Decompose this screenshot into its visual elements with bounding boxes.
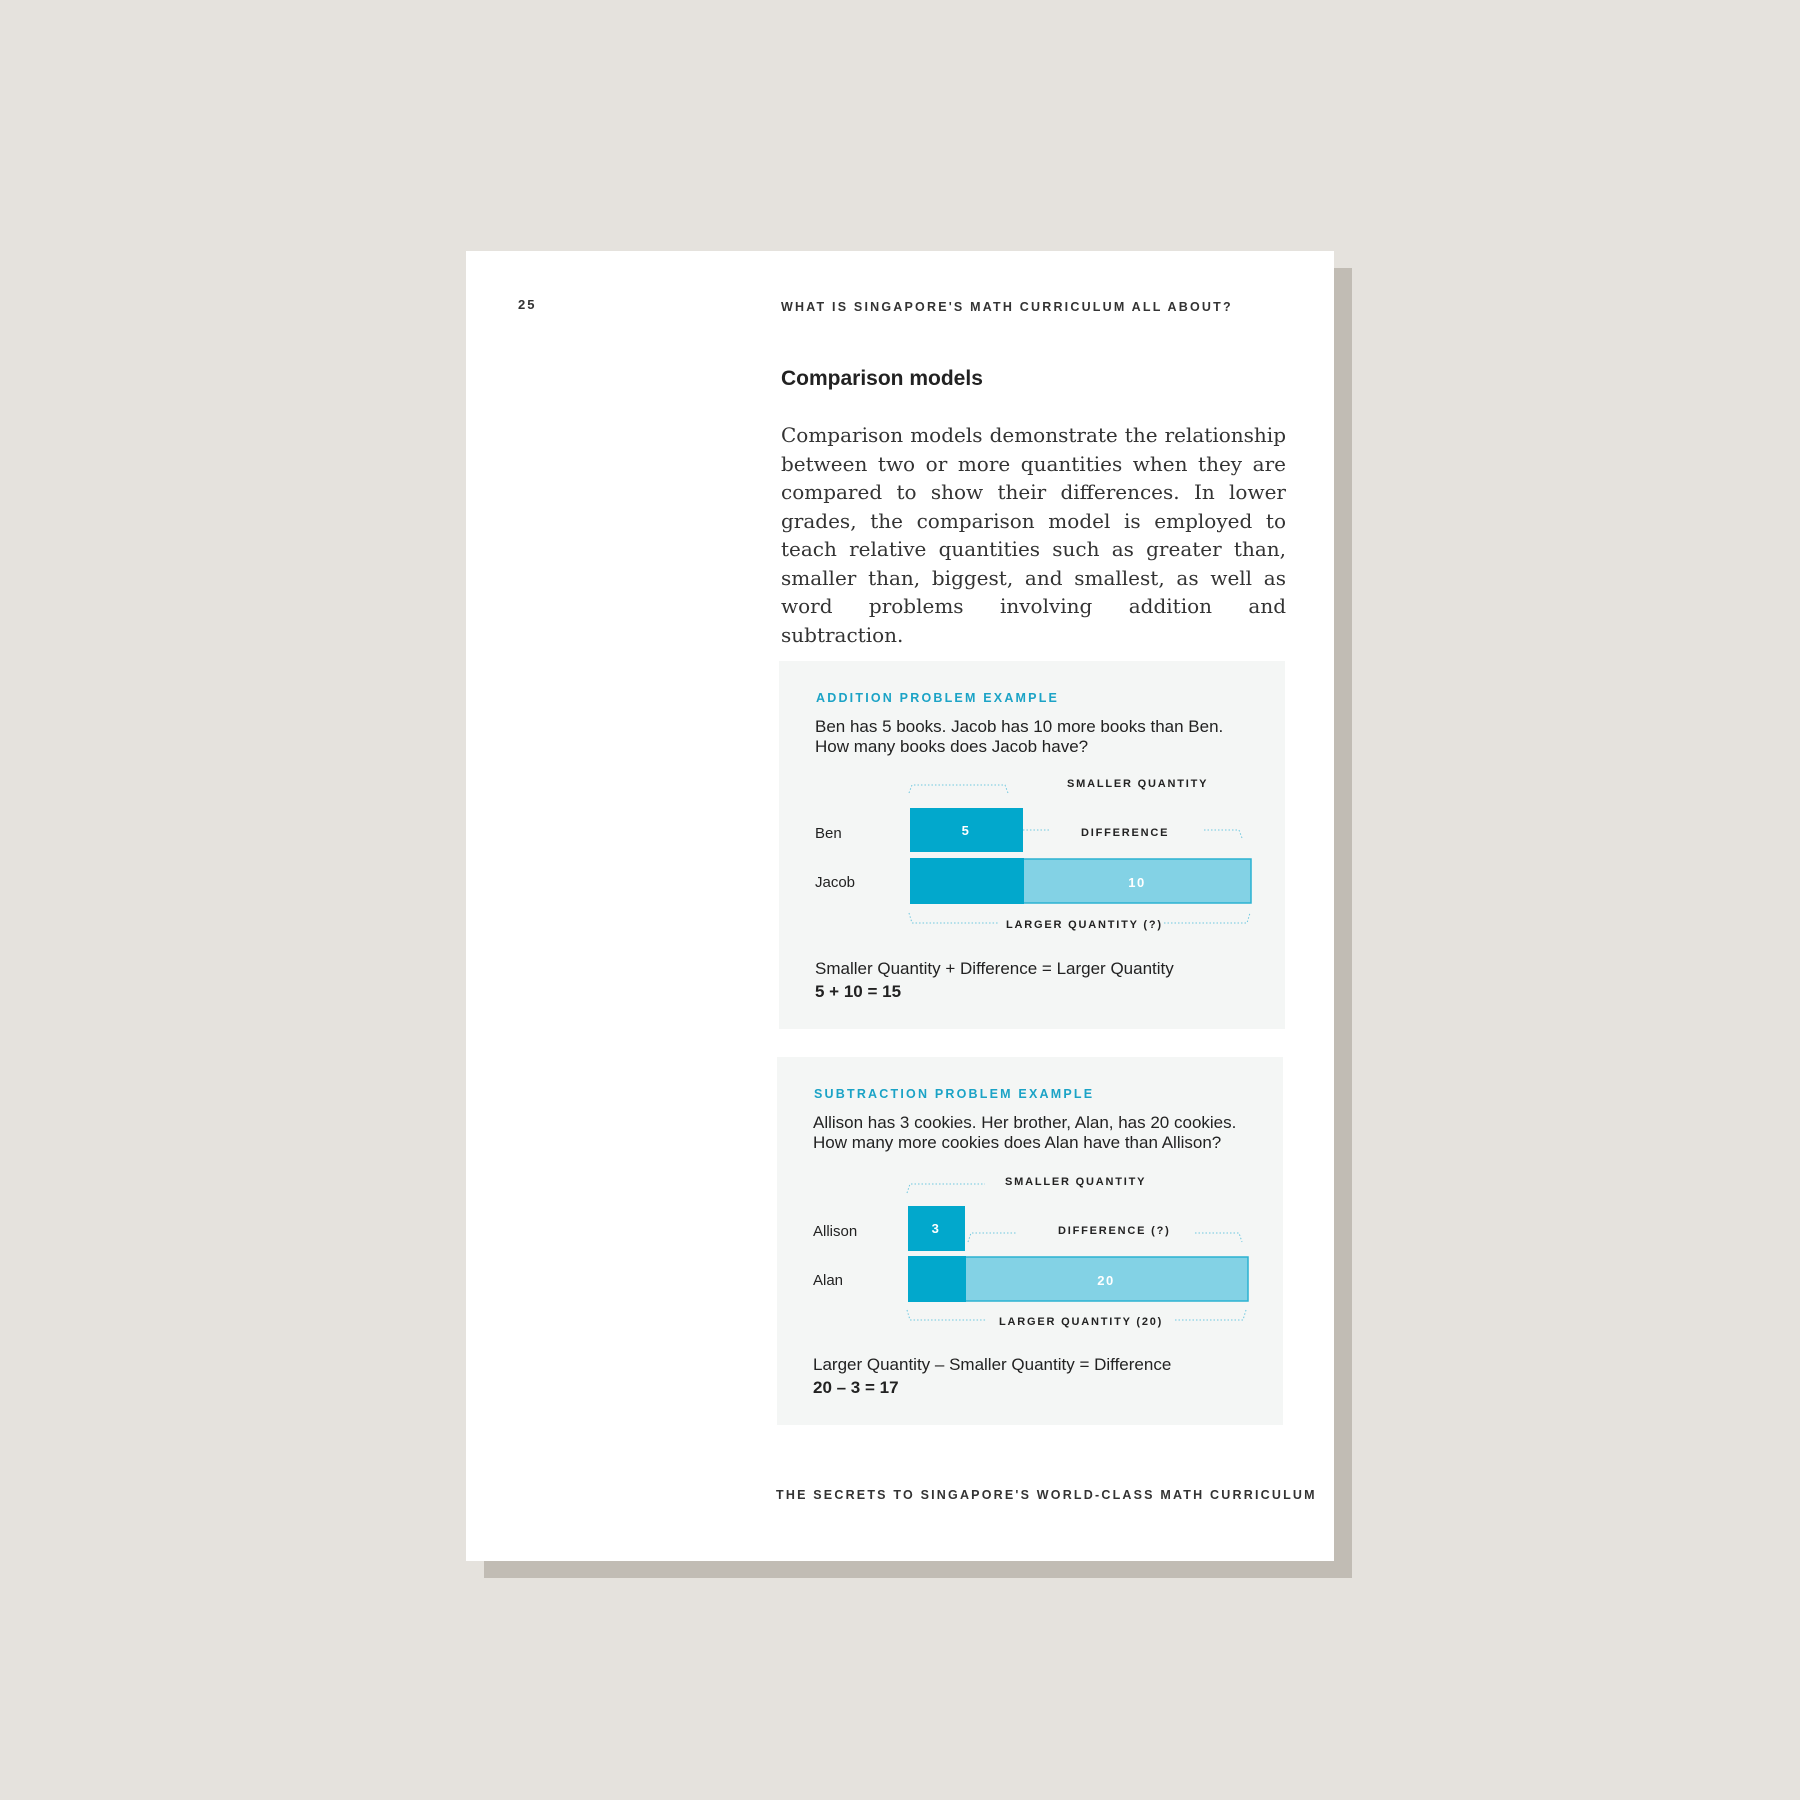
subtraction-difference-tag: DIFFERENCE (?)	[1058, 1225, 1171, 1237]
addition-example-label: ADDITION PROBLEM EXAMPLE	[816, 691, 1060, 705]
page-number: 25	[518, 297, 537, 312]
subtraction-problem-line-2: How many more cookies does Alan have than Allison?	[813, 1133, 1222, 1152]
subtraction-smaller-bracket	[907, 1184, 985, 1193]
subtraction-larger-bracket-right	[1175, 1310, 1246, 1320]
subtraction-larger-bracket-left	[907, 1310, 987, 1320]
page-footer: THE SECRETS TO SINGAPORE'S WORLD-CLASS MATH CURRICULUM	[776, 1488, 1317, 1502]
addition-difference-tag: DIFFERENCE	[1081, 827, 1170, 839]
running-head: WHAT IS SINGAPORE'S MATH CURRICULUM ALL ABOUT?	[781, 300, 1233, 314]
subtraction-smaller-row-label: Allison	[813, 1223, 858, 1240]
addition-formula: Smaller Quantity + Difference = Larger Quantity	[815, 959, 1174, 978]
addition-larger-tag: LARGER QUANTITY (?)	[1006, 919, 1163, 931]
section-body: Comparison models demonstrate the relationship between two or more quantities when they are compared to show their differences. In lower grades, the comparison model is employed to teach relative quantities such as greater than, smaller than, biggest, and smallest, as well as word problems involving addition and subtraction.	[781, 423, 1286, 647]
addition-problem-line-1: Ben has 5 books. Jacob has 10 more books than Ben.	[815, 717, 1224, 736]
addition-bar-model	[779, 661, 1285, 951]
subtraction-bar-model	[777, 1057, 1283, 1347]
section-title: Comparison models	[781, 367, 983, 390]
addition-larger-base-bar	[910, 858, 1024, 904]
subtraction-larger-value: 20	[1097, 1273, 1115, 1288]
addition-difference-value: 10	[1128, 875, 1146, 890]
subtraction-example-label: SUBTRACTION PROBLEM EXAMPLE	[814, 1087, 1095, 1101]
subtraction-difference-bracket-left	[968, 1233, 1017, 1242]
subtraction-problem-line-1: Allison has 3 cookies. Her brother, Alan, has 20 cookies.	[813, 1113, 1237, 1132]
addition-smaller-bracket	[909, 785, 1008, 793]
subtraction-smaller-value: 3	[931, 1221, 941, 1236]
addition-smaller-tag: SMALLER QUANTITY	[1067, 778, 1209, 790]
subtraction-smaller-tag: SMALLER QUANTITY	[1005, 1176, 1147, 1188]
subtraction-larger-row-label: Alan	[813, 1272, 844, 1289]
subtraction-example-box	[777, 1057, 1283, 1425]
addition-larger-row-label: Jacob	[815, 874, 856, 891]
addition-problem-line-2: How many books does Jacob have?	[815, 737, 1089, 756]
subtraction-difference-bracket-right	[1195, 1233, 1242, 1242]
subtraction-larger-tag: LARGER QUANTITY (20)	[999, 1316, 1164, 1328]
addition-smaller-row-label: Ben	[815, 825, 842, 842]
addition-equation: 5 + 10 = 15	[815, 982, 902, 1001]
subtraction-larger-base-bar	[908, 1256, 966, 1302]
addition-example-box	[779, 661, 1285, 1029]
subtraction-formula: Larger Quantity – Smaller Quantity = Difference	[813, 1355, 1172, 1374]
addition-smaller-value: 5	[961, 823, 971, 838]
addition-larger-bracket-left	[909, 913, 999, 923]
addition-difference-bracket-right	[1204, 830, 1242, 838]
addition-larger-bracket-right	[1164, 913, 1250, 923]
book-page	[466, 251, 1334, 1561]
subtraction-equation: 20 – 3 = 17	[813, 1378, 899, 1397]
